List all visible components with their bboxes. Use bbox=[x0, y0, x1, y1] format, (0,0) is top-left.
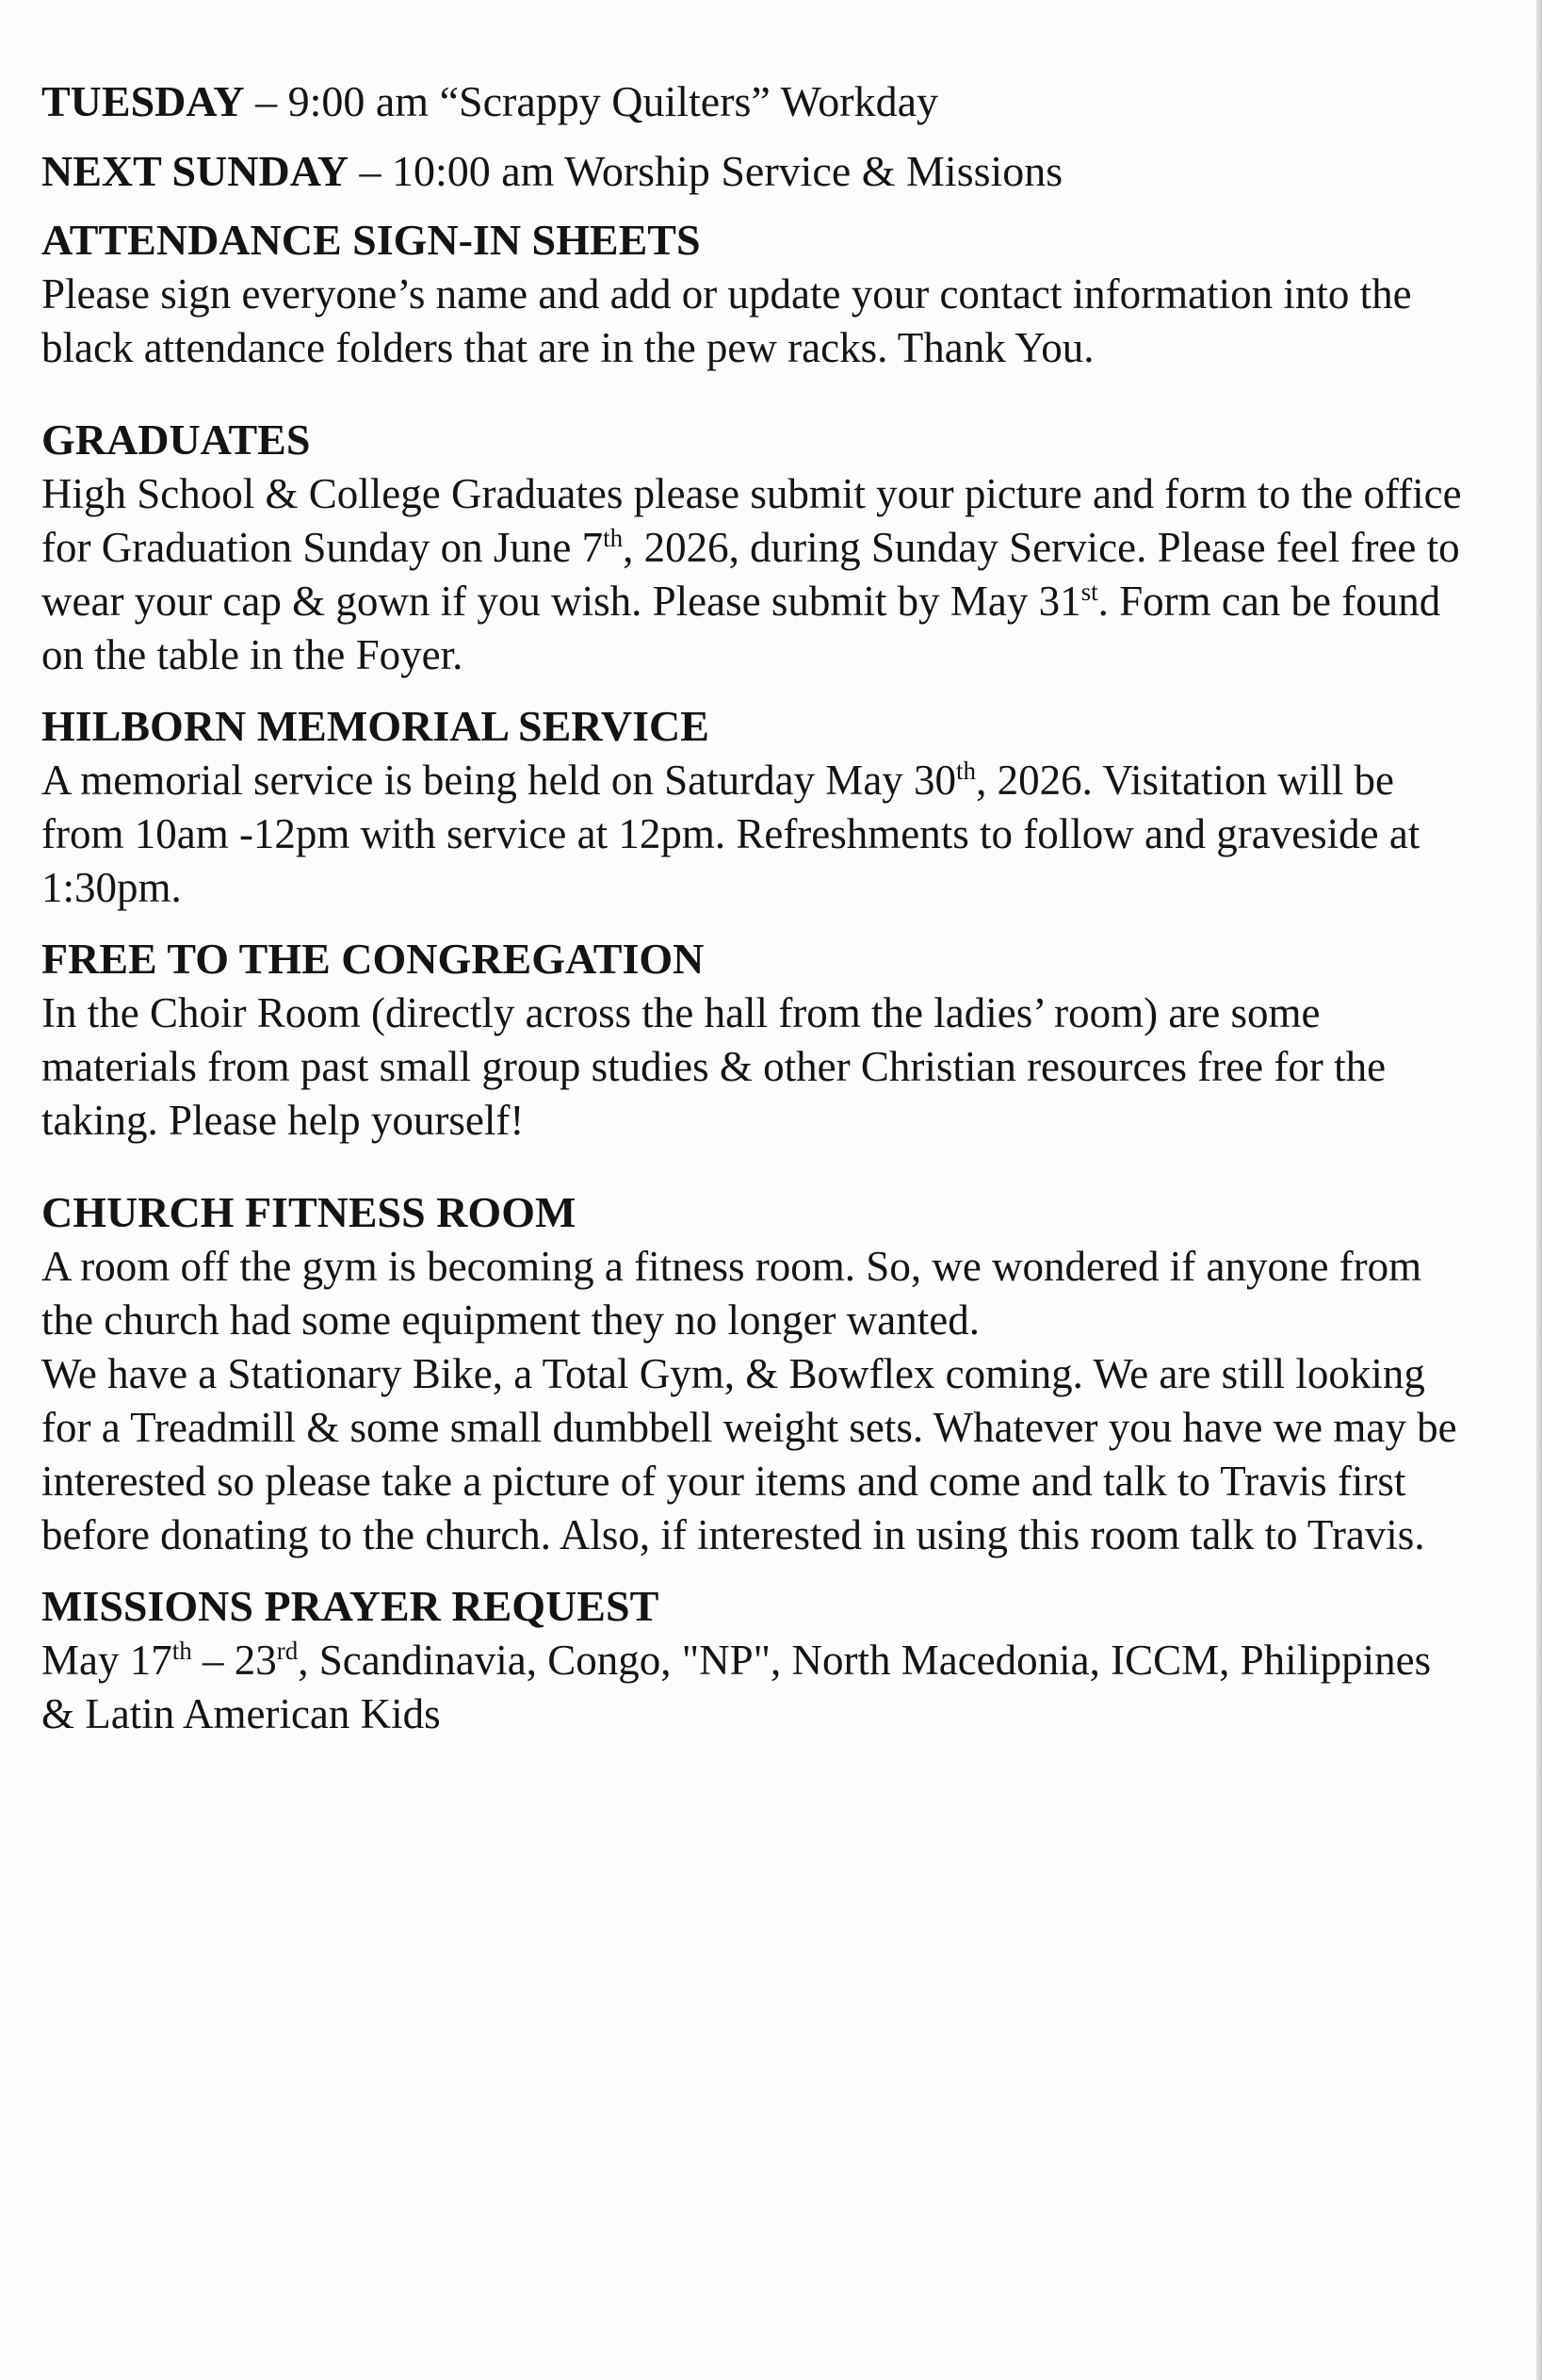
event-separator: – bbox=[348, 147, 392, 195]
section-heading: GRADUATES bbox=[41, 416, 311, 464]
event-day: TUESDAY bbox=[41, 77, 245, 125]
section-body bbox=[41, 1634, 1473, 1741]
section-body bbox=[41, 754, 1473, 915]
event-tuesday bbox=[41, 73, 1473, 130]
ordinal-suffix: th bbox=[603, 524, 624, 552]
section-graduates bbox=[41, 413, 1473, 682]
page-edge bbox=[1536, 0, 1542, 2380]
body-paragraph: A room off the gym is becoming a fitness room. So, we wondered if anyone from the church had some equipment they no longer wanted. bbox=[41, 1243, 1422, 1344]
section-missions bbox=[41, 1579, 1473, 1741]
body-text: , Scandinavia, Congo, "NP", North Macedonia, ICCM, Philippines & Latin American Kids bbox=[41, 1637, 1432, 1737]
section-body bbox=[41, 467, 1473, 682]
section-free bbox=[41, 932, 1473, 1148]
section-body: In the Choir Room (directly across the hall from the ladies’ room) are some materials from past small group studies & other Christian resources free for the taking. Please help yourself! bbox=[41, 989, 1387, 1144]
ordinal-suffix: rd bbox=[276, 1637, 299, 1665]
body-text: – 23 bbox=[191, 1637, 277, 1684]
ordinal-suffix: th bbox=[171, 1637, 192, 1665]
body-text: , 2026. Visitation will be from 10am -12pm with service at 12pm. Refreshments to follow and graveside at 1:30pm. bbox=[41, 757, 1420, 911]
section-heading: CHURCH FITNESS ROOM bbox=[41, 1188, 576, 1236]
body-text: High School & College Graduates please submit your picture and form to the office for Graduation Sunday on June 7 bbox=[41, 470, 1462, 571]
ordinal-suffix: th bbox=[956, 757, 977, 785]
section-heading: MISSIONS PRAYER REQUEST bbox=[41, 1582, 659, 1630]
body-text: May 17 bbox=[41, 1637, 172, 1684]
section-fitness bbox=[41, 1185, 1473, 1562]
body-text: A memorial service is being held on Saturday May 30 bbox=[41, 757, 957, 804]
section-heading: FREE TO THE CONGREGATION bbox=[41, 935, 705, 983]
section-heading: ATTENDANCE SIGN-IN SHEETS bbox=[41, 216, 701, 264]
event-text: 9:00 am “Scrappy Quilters” Workday bbox=[287, 77, 938, 125]
event-day: NEXT SUNDAY bbox=[41, 147, 349, 195]
section-attendance bbox=[41, 213, 1473, 375]
section-heading: HILBORN MEMORIAL SERVICE bbox=[41, 702, 709, 750]
body-text: . Form can be found on the table in the Foyer. bbox=[41, 578, 1441, 678]
section-body bbox=[41, 1240, 1473, 1562]
event-text: 10:00 am Worship Service & Missions bbox=[391, 147, 1063, 195]
bulletin-page bbox=[41, 73, 1473, 1741]
section-memorial bbox=[41, 699, 1473, 915]
body-paragraph: We have a Stationary Bike, a Total Gym, & Bowflex coming. We are still looking for a Treadmill & some small dumbbell weight sets. Whatever you have we may be interested so please take a picture of your items and come and talk to Travis first before donating to the church. Also, if interested in using this room talk to Travis. bbox=[41, 1350, 1457, 1558]
ordinal-suffix: st bbox=[1080, 578, 1098, 606]
section-body: Please sign everyone’s name and add or update your contact information into the black attendance folders that are in the pew racks. Thank You. bbox=[41, 270, 1412, 371]
event-next-sunday bbox=[41, 143, 1473, 200]
event-separator: – bbox=[244, 77, 288, 125]
body-text: , 2026, during Sunday Service. Please feel free to wear your cap & gown if you wish. Please submit by May 31 bbox=[41, 524, 1460, 625]
